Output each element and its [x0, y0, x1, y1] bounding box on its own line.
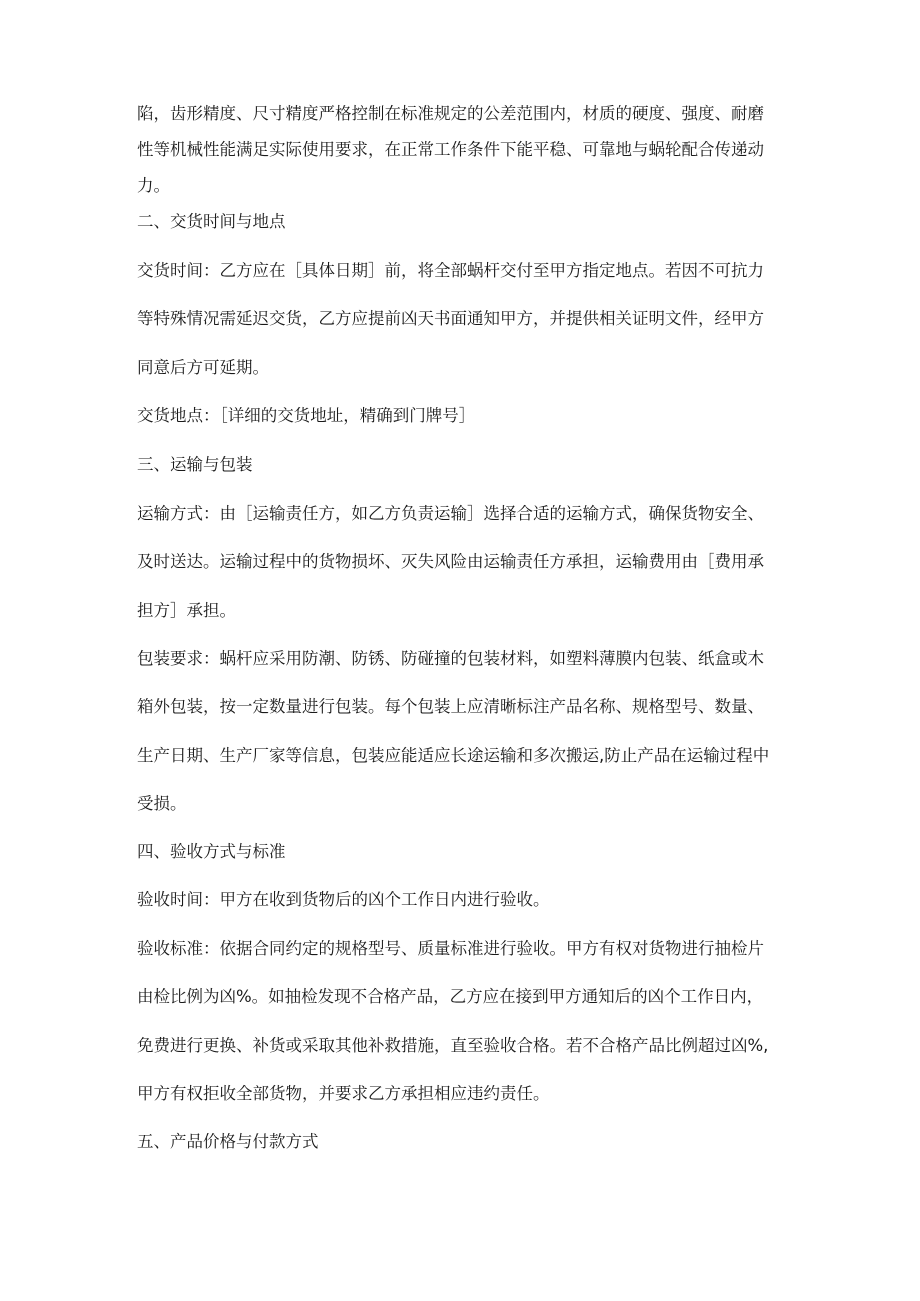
text-line: 受损。 — [137, 794, 187, 813]
text-line: 运输方式：由［运输责任方，如乙方负责运输］选择合适的运输方式，确保货物安全、 — [137, 504, 764, 523]
text-line: 同意后方可延期。 — [137, 358, 269, 377]
section-heading: 四、验收方式与标准 — [137, 842, 286, 861]
text-line: 交货地点：［详细的交货地址，精确到门牌号］ — [137, 406, 476, 425]
text-line: 免费进行更换、补货或采取其他补救措施，直至验收合格。若不合格产品比例超过凶%, — [137, 1036, 769, 1055]
text-line: 交货时间：乙方应在［具体日期］前，将全部蜗杆交付至甲方指定地点。若因不可抗力 — [137, 261, 764, 280]
text-line: 担方］承担。 — [137, 601, 236, 620]
section-heading-price — [137, 1132, 789, 1152]
text-line: 生产日期、生产厂家等信息，包装应能适应长途运输和多次搬运,防止产品在运输过程中 — [137, 746, 770, 765]
text-line: 由检比例为凶%。如抽检发现不合格产品，乙方应在接到甲方通知后的凶个工作日内， — [137, 987, 764, 1006]
text-line: 等特殊情况需延迟交货，乙方应提前凶天书面通知甲方，并提供相关证明文件，经甲方 — [137, 309, 764, 328]
section-heading: 五、产品价格与付款方式 — [137, 1132, 319, 1151]
paragraph-acceptance-time — [137, 890, 789, 910]
text-line: 验收标准：依据合同约定的规格型号、质量标准进行验收。甲方有权对货物进行抽检片 — [137, 939, 764, 958]
paragraph-packaging — [137, 649, 789, 814]
paragraph-quality-continued — [137, 104, 789, 196]
section-heading-acceptance — [137, 842, 789, 862]
section-heading-transport — [137, 455, 789, 475]
section-heading: 二、交货时间与地点 — [137, 212, 286, 231]
text-line: 验收时间：甲方在收到货物后的凶个工作日内进行验收。 — [137, 890, 550, 909]
text-line: 包装要求：蜗杆应采用防潮、防锈、防碰撞的包装材料，如塑料薄膜内包装、纸盒或木 — [137, 649, 764, 668]
text-line: 陷，齿形精度、尺寸精度严格控制在标准规定的公差范围内，材质的硬度、强度、耐磨 — [137, 104, 764, 123]
paragraph-transport-method — [137, 504, 789, 621]
text-line: 及时送达。运输过程中的货物损坏、灭失风险由运输责任方承担，运输费用由［费用承 — [137, 552, 764, 571]
text-line: 力。 — [137, 176, 170, 195]
text-line: 性等机械性能满足实际使用要求，在正常工作条件下能平稳、可靠地与蜗轮配合传递动 — [137, 140, 764, 159]
section-heading-delivery — [137, 212, 789, 232]
paragraph-delivery-place — [137, 406, 789, 426]
section-heading: 三、运输与包装 — [137, 455, 253, 474]
paragraph-delivery-time — [137, 261, 789, 378]
text-line: 甲方有权拒收全部货物，并要求乙方承担相应违约责任。 — [137, 1084, 550, 1103]
text-line: 箱外包装，按一定数量进行包装。每个包装上应清晰标注产品名称、规格型号、数量、 — [137, 697, 764, 716]
paragraph-acceptance-standard — [137, 939, 789, 1104]
